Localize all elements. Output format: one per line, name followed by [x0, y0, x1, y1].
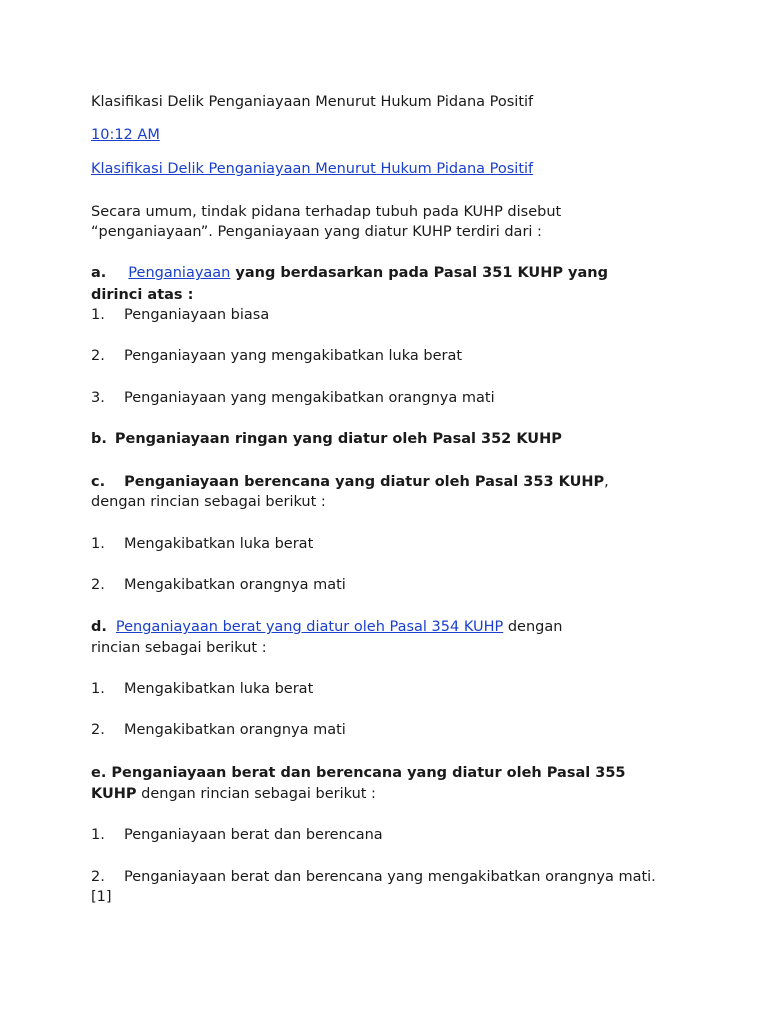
article-title-link[interactable]: Klasifikasi Delik Penganiayaan Menurut Hukum Pidana Positif: [91, 161, 534, 177]
section-b-text: Penganiayaan ringan yang diatur oleh Pasal 352 KUHP: [114, 431, 562, 447]
list-text: Penganiayaan yang mengakibatkan orangnya mati: [124, 390, 495, 406]
list-number: 2.: [91, 577, 105, 593]
section-c-heading: [91, 472, 609, 492]
section-a-text-2: dirinci atas :: [91, 287, 194, 303]
list-number: 1.: [91, 681, 105, 697]
list-text: Penganiayaan berat dan berencana yang mengakibatkan orangnya mati.: [124, 869, 656, 885]
section-a-marker: a.: [91, 265, 107, 281]
post-title: Klasifikasi Delik Penganiayaan Menurut Hukum Pidana Positif: [91, 94, 534, 110]
list-text: Mengakibatkan orangnya mati: [124, 722, 346, 738]
section-c-marker: c.: [91, 474, 106, 490]
section-d-marker: d.: [91, 619, 107, 635]
post-timestamp-link[interactable]: 10:12 AM: [91, 127, 160, 143]
list-number: 2.: [91, 348, 105, 364]
list-text: Penganiayaan berat dan berencana: [124, 827, 383, 843]
section-c-text: Penganiayaan berencana yang diatur oleh Pasal 353 KUHP: [124, 474, 605, 490]
section-a-text: yang berdasarkan pada Pasal 351 KUHP yang: [230, 265, 608, 281]
section-d-link[interactable]: Penganiayaan berat yang diatur oleh Pasal 354 KUHP: [115, 619, 504, 635]
list-item: [91, 534, 313, 554]
section-c-comma: ,: [604, 474, 609, 490]
section-d-text-2: rincian sebagai berikut :: [91, 640, 267, 656]
intro-line-2: “penganiayaan”. Penganiayaan yang diatur KUHP terdiri dari :: [91, 224, 542, 240]
section-e-rest: dengan rincian sebagai berikut :: [136, 786, 376, 802]
section-a-heading: [91, 263, 608, 283]
list-text: Penganiayaan biasa: [124, 307, 270, 323]
list-item: [91, 720, 346, 740]
list-number: 2.: [91, 722, 105, 738]
section-b-marker: b.: [91, 431, 107, 447]
section-d-text: dengan: [503, 619, 563, 635]
list-number: 1.: [91, 536, 105, 552]
section-b-heading: [91, 429, 562, 449]
list-item: [91, 388, 495, 408]
list-item: [91, 825, 383, 845]
list-item: [91, 867, 656, 887]
list-text: Mengakibatkan luka berat: [124, 536, 314, 552]
list-text: Mengakibatkan luka berat: [124, 681, 314, 697]
list-text: Penganiayaan yang mengakibatkan luka berat: [124, 348, 463, 364]
list-number: 3.: [91, 390, 105, 406]
list-text: Mengakibatkan orangnya mati: [124, 577, 346, 593]
list-number: 2.: [91, 869, 105, 885]
penganiayaan-link[interactable]: Penganiayaan: [128, 265, 231, 281]
list-item: [91, 305, 269, 325]
section-c-text-2: dengan rincian sebagai berikut :: [91, 494, 326, 510]
section-e-heading: e. Penganiayaan berat dan berencana yang diatur oleh Pasal 355: [91, 765, 626, 781]
section-e-kuhp: KUHP: [91, 786, 137, 802]
section-e-text-2: [91, 784, 376, 804]
list-item: [91, 575, 346, 595]
list-item: [91, 346, 462, 366]
section-d-heading: [91, 617, 562, 637]
intro-line-1: Secara umum, tindak pidana terhadap tubuh pada KUHP disebut: [91, 204, 562, 220]
list-number: 1.: [91, 307, 105, 323]
list-number: 1.: [91, 827, 105, 843]
list-item: [91, 679, 313, 699]
footnote-reference[interactable]: [1]: [91, 889, 112, 905]
